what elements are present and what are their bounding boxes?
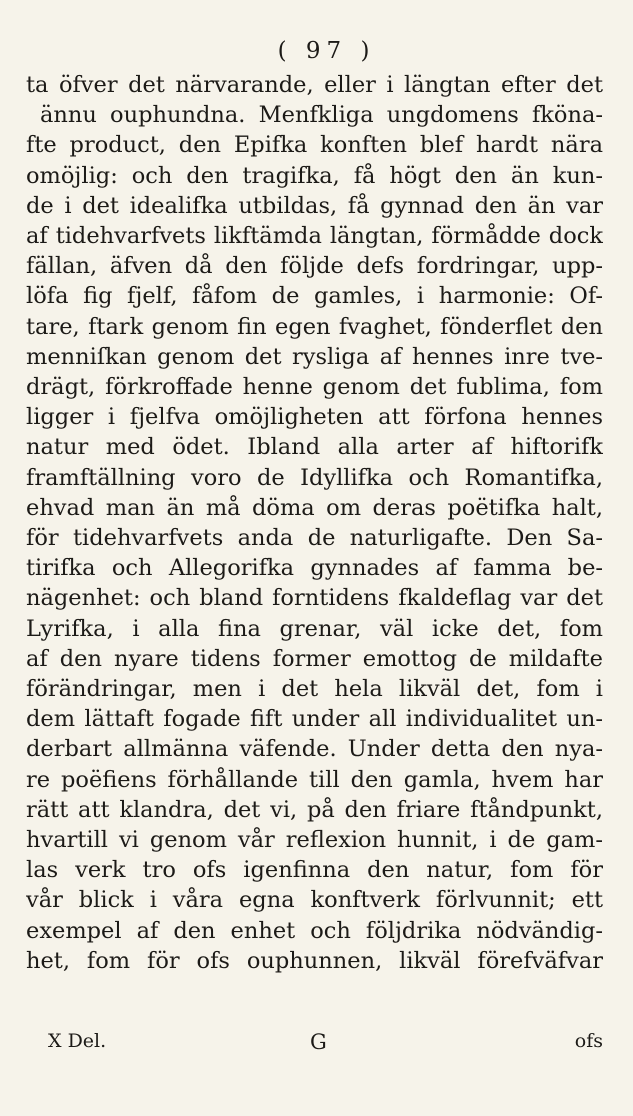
text-line: tare, ftark genom fin egen fvaghet, fönderflet den xyxy=(26,313,603,340)
text-line: las verk tro ofs igenfinna den natur, fom för xyxy=(26,857,603,884)
text-line: omöjlig: och den tragifka, få högt den än kun- xyxy=(26,162,603,189)
text-line: dem lättaft fogade fift under all individualitet un- xyxy=(26,706,603,733)
text-line: het, fom för ofs ouphunnen, likväl förefväfvar xyxy=(26,947,603,974)
text-line: nägenhet: och bland forntidens fkaldeflag var det xyxy=(26,585,603,612)
text-line: fällan, äfven då den följde defs fordringar, upp- xyxy=(26,253,603,280)
text-line: vår blick i våra egna konftverk förlvunnit; ett xyxy=(26,887,603,914)
page-footer xyxy=(48,1030,603,1058)
text-line: förändringar, men i det hela likväl det, fom i xyxy=(26,676,603,703)
catchword: ofs xyxy=(574,1030,603,1052)
text-line: re poëfiens förhållande till den gamla, hvem har xyxy=(26,766,603,793)
text-line: ta öfver det närvarande, eller i längtan efter det xyxy=(26,72,603,98)
text-line: tirifka och Allegorifka gynnades af famma be- xyxy=(26,555,603,582)
text-line: af den nyare tidens former emottog de mildafte xyxy=(26,645,603,672)
signature-mark: G xyxy=(310,1030,327,1054)
text-line: löfa fig fjelf, fåfom de gamles, i harmonie: Of- xyxy=(26,283,603,310)
text-line: menniſkan genom det rysliga af hennes inre tve- xyxy=(26,343,603,370)
text-line: Lyrifka, i alla fina grenar, väl icke det, fom xyxy=(26,615,603,642)
volume-signature: X Del. xyxy=(48,1030,107,1052)
text-line: af tidehvarfvets likftämda längtan, förmådde dock xyxy=(26,223,603,250)
text-line: ligger i fjelfva omöjligheten att förfona hennes xyxy=(26,404,603,431)
text-line: drägt, förkroffade henne genom det fublima, fom xyxy=(26,374,603,401)
page-number: ( 97 ) xyxy=(277,38,376,64)
text-line: derbart allmänna väfende. Under detta den nya- xyxy=(26,736,603,763)
text-line: hvartill vi genom vår reflexion hunnit, i de gam- xyxy=(26,827,603,854)
body-text xyxy=(26,70,603,976)
text-line: framftällning voro de Idyllifka och Romantifka, xyxy=(26,464,603,491)
text-line: ännu ouphundna. Menfkliga ungdomens fköna- xyxy=(40,102,603,129)
text-line: rätt att klandra, det vi, på den friare ftåndpunkt, xyxy=(26,796,603,823)
text-line: de i det idealifka utbildas, få gynnad den än var xyxy=(26,192,603,219)
text-line: natur med ödet. Ibland alla arter af hiftorifk xyxy=(26,434,603,461)
text-line: för tidehvarfvets anda de naturligafte. Den Sa- xyxy=(26,525,603,552)
text-line: ehvad man än må döma om deras poëtifka halt, xyxy=(26,494,603,521)
text-line: fte product, den Epifka konften blef hardt nära xyxy=(26,132,603,159)
text-line: exempel af den enhet och följdrika nödvändig- xyxy=(26,917,603,944)
